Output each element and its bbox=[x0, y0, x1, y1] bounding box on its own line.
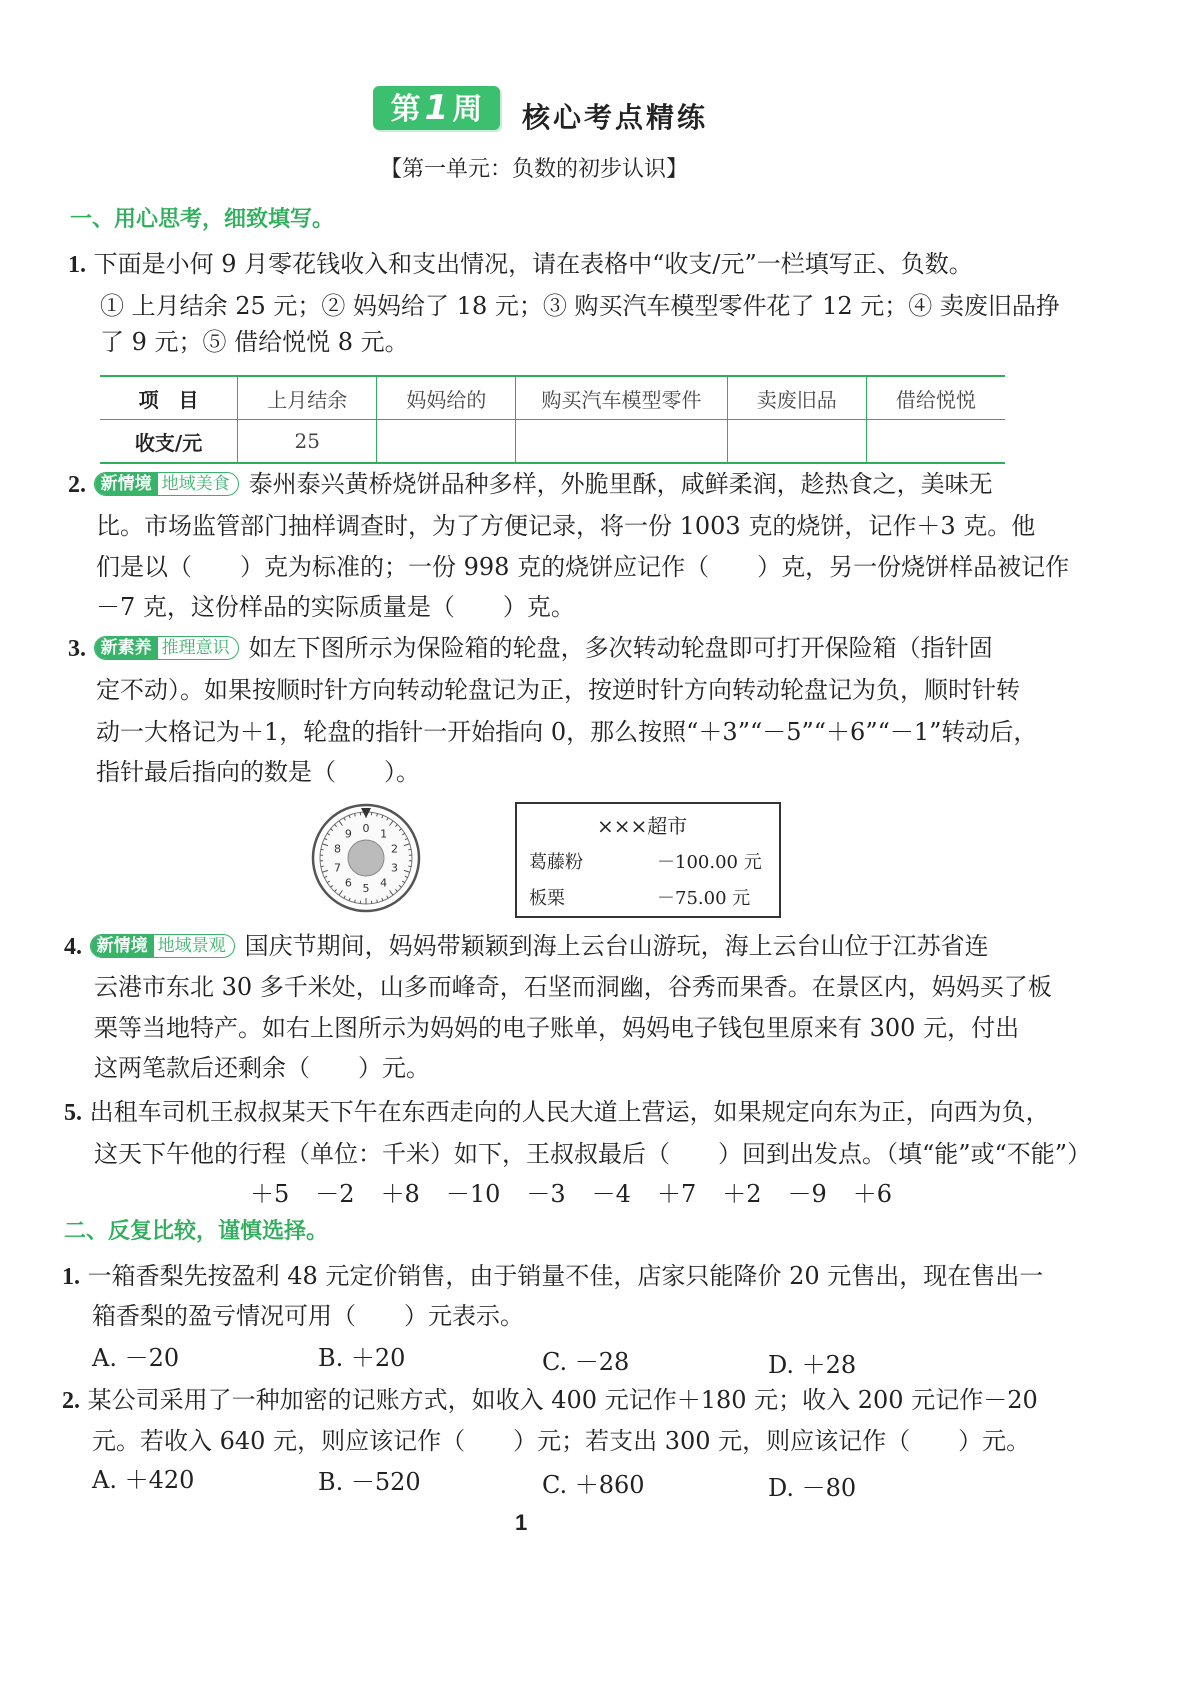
table-row-label: 收支/元 bbox=[100, 420, 238, 464]
section-2-title: 二、反复比较，谨慎选择。 bbox=[64, 1219, 329, 1244]
question-1-2-line2: 比。市场监管部门抽样调查时，为了方便记录，将一份 1003 克的烧饼，记作＋3 克。他 bbox=[96, 512, 1036, 540]
week-badge: 第 1 周 bbox=[373, 86, 500, 130]
page-title: 核心考点精练 bbox=[522, 101, 709, 134]
sequence-value: ＋2 bbox=[722, 1180, 762, 1208]
dial-tick bbox=[321, 849, 324, 850]
sequence-value: ＋8 bbox=[380, 1180, 420, 1208]
option-d[interactable]: D. ＋28 bbox=[768, 1351, 857, 1379]
question-1-1-line3: 了 9 元；⑤ 借给悦悦 8 元。 bbox=[100, 328, 409, 356]
safe-dial-figure bbox=[310, 802, 422, 914]
sequence-value: ＋7 bbox=[656, 1180, 697, 1208]
table-cell[interactable] bbox=[377, 420, 516, 464]
dial-number: 0 bbox=[362, 822, 370, 835]
sequence-value: －4 bbox=[591, 1180, 631, 1208]
sequence-value: －9 bbox=[787, 1180, 827, 1208]
page-number: 1 bbox=[515, 1510, 528, 1535]
option-a[interactable]: A. ＋420 bbox=[92, 1466, 195, 1494]
dial-tick bbox=[408, 866, 411, 867]
question-1-2-line3: 们是以（ ）克为标准的；一份 998 克的烧饼应记作（ ）克，另一份烧饼样品被记作 bbox=[96, 553, 1070, 581]
table-cell[interactable] bbox=[727, 420, 866, 464]
receipt-item-name: 葛藤粉 bbox=[529, 852, 583, 873]
dial-tick bbox=[408, 849, 411, 850]
receipt-title: ×××超市 bbox=[597, 814, 688, 838]
tag-badge: 新素养 推理意识 bbox=[94, 636, 239, 660]
table-cell[interactable] bbox=[516, 420, 727, 464]
tag-badge: 新情境 地域景观 bbox=[90, 934, 235, 958]
option-d[interactable]: D. －80 bbox=[768, 1474, 857, 1502]
question-1-2-line4: －7 克，这份样品的实际质量是（ ）克。 bbox=[96, 593, 575, 621]
tag-badge: 新情境 地域美食 bbox=[94, 472, 239, 496]
table-header: 卖废旧品 bbox=[727, 376, 866, 420]
question-2-2-line2: 元。若收入 640 元，则应该记作（ ）元；若支出 300 元，则应该记作（ ）元。 bbox=[92, 1427, 1031, 1455]
question-2-2: 2. 某公司采用了一种加密的记账方式，如收入 400 元记作＋180 元；收入 200 元记作－20 bbox=[62, 1386, 1038, 1414]
option-b[interactable]: B. ＋20 bbox=[318, 1344, 406, 1372]
dial-number: 2 bbox=[391, 842, 399, 856]
question-1-3: 3. 新素养 推理意识 如左下图所示为保险箱的轮盘，多次转动轮盘即可打开保险箱（指针固 bbox=[68, 634, 993, 662]
question-1-1-line2: ① 上月结余 25 元；② 妈妈给了 18 元；③ 购买汽车模型零件花了 12 元；④ 卖废旧品挣 bbox=[100, 292, 1060, 320]
dial-number: 1 bbox=[380, 827, 388, 841]
dial-number: 9 bbox=[344, 827, 352, 841]
dial-number: 3 bbox=[391, 861, 399, 875]
mileage-sequence bbox=[250, 1172, 950, 1216]
option-c[interactable]: C. ＋860 bbox=[542, 1471, 645, 1499]
dial-number: 8 bbox=[333, 842, 341, 856]
table-header: 上月结余 bbox=[238, 376, 377, 420]
receipt-box bbox=[515, 802, 781, 918]
dial-number: 4 bbox=[380, 876, 388, 890]
question-1-4-line4: 这两笔款后还剩余（ ）元。 bbox=[94, 1054, 430, 1082]
question-2-1: 1. 一箱香梨先按盈利 48 元定价销售，由于销量不佳，店家只能降价 20 元售出，现在售出一 bbox=[62, 1262, 1044, 1290]
section-1-title: 一、用心思考，细致填写。 bbox=[70, 207, 335, 232]
sequence-value: －10 bbox=[445, 1180, 501, 1208]
income-expense-table bbox=[100, 375, 1005, 464]
dial-number: 5 bbox=[362, 882, 370, 895]
dial-number: 6 bbox=[344, 876, 352, 890]
option-c[interactable]: C. －28 bbox=[542, 1348, 630, 1376]
question-2-1-line2: 箱香梨的盈亏情况可用（ ）元表示。 bbox=[92, 1302, 524, 1330]
question-1-4-line3: 栗等当地特产。如右上图所示为妈妈的电子账单，妈妈电子钱包里原来有 300 元，付出 bbox=[94, 1014, 1020, 1042]
table-header: 项 目 bbox=[100, 376, 238, 420]
unit-heading: 【第一单元：负数的初步认识】 bbox=[380, 157, 689, 182]
table-header: 妈妈给的 bbox=[377, 376, 516, 420]
option-b[interactable]: B. －520 bbox=[318, 1468, 421, 1496]
sequence-value: －2 bbox=[315, 1180, 355, 1208]
question-1-4: 4. 新情境 地域景观 国庆节期间，妈妈带颖颖到海上云台山游玩，海上云台山位于江苏省连 bbox=[64, 932, 989, 960]
table-cell[interactable] bbox=[866, 420, 1005, 464]
receipt-item-amount: －75.00 元 bbox=[657, 888, 751, 909]
question-1-1: 1. 下面是小何 9 月零花钱收入和支出情况，请在表格中“收支/元”一栏填写正、负数。 bbox=[68, 250, 973, 278]
question-1-5: 5. 出租车司机王叔叔某天下午在东西走向的人民大道上营运，如果规定向东为正，向西为负， bbox=[64, 1098, 1050, 1126]
question-1-3-line2: 定不动）。如果按顺时针方向转动轮盘记为正，按逆时针方向转动轮盘记为负，顺时针转 bbox=[96, 676, 1020, 704]
dial-number: 7 bbox=[333, 861, 341, 875]
option-a[interactable]: A. －20 bbox=[92, 1344, 180, 1372]
sequence-value: －3 bbox=[526, 1180, 566, 1208]
table-header: 购买汽车模型零件 bbox=[516, 376, 727, 420]
table-cell: 25 bbox=[238, 420, 377, 464]
question-1-2: 2. 新情境 地域美食 泰州泰兴黄桥烧饼品种多样，外脆里酥，咸鲜柔润，趁热食之，美味无 bbox=[68, 470, 993, 498]
receipt-item-name: 板栗 bbox=[529, 888, 565, 909]
table-header: 借给悦悦 bbox=[866, 376, 1005, 420]
question-1-3-line4: 指针最后指向的数是（ ）。 bbox=[96, 758, 420, 786]
dial-tick bbox=[321, 866, 324, 867]
receipt-item-amount: －100.00 元 bbox=[657, 852, 762, 873]
question-1-3-line3: 动一大格记为＋1，轮盘的指针一开始指向 0，那么按照“＋3”“－5”“＋6”“－1”转动后， bbox=[96, 718, 1038, 746]
question-1-5-line2: 这天下午他的行程（单位：千米）如下，王叔叔最后（ ）回到出发点。（填“能”或“不能”） bbox=[94, 1140, 1092, 1168]
sequence-value: ＋6 bbox=[852, 1180, 893, 1208]
question-1-4-line2: 云港市东北 30 多千米处，山多而峰奇，石坚而洞幽，谷秀而果香。在景区内，妈妈买了板 bbox=[94, 973, 1052, 1001]
sequence-value: ＋5 bbox=[250, 1180, 290, 1208]
